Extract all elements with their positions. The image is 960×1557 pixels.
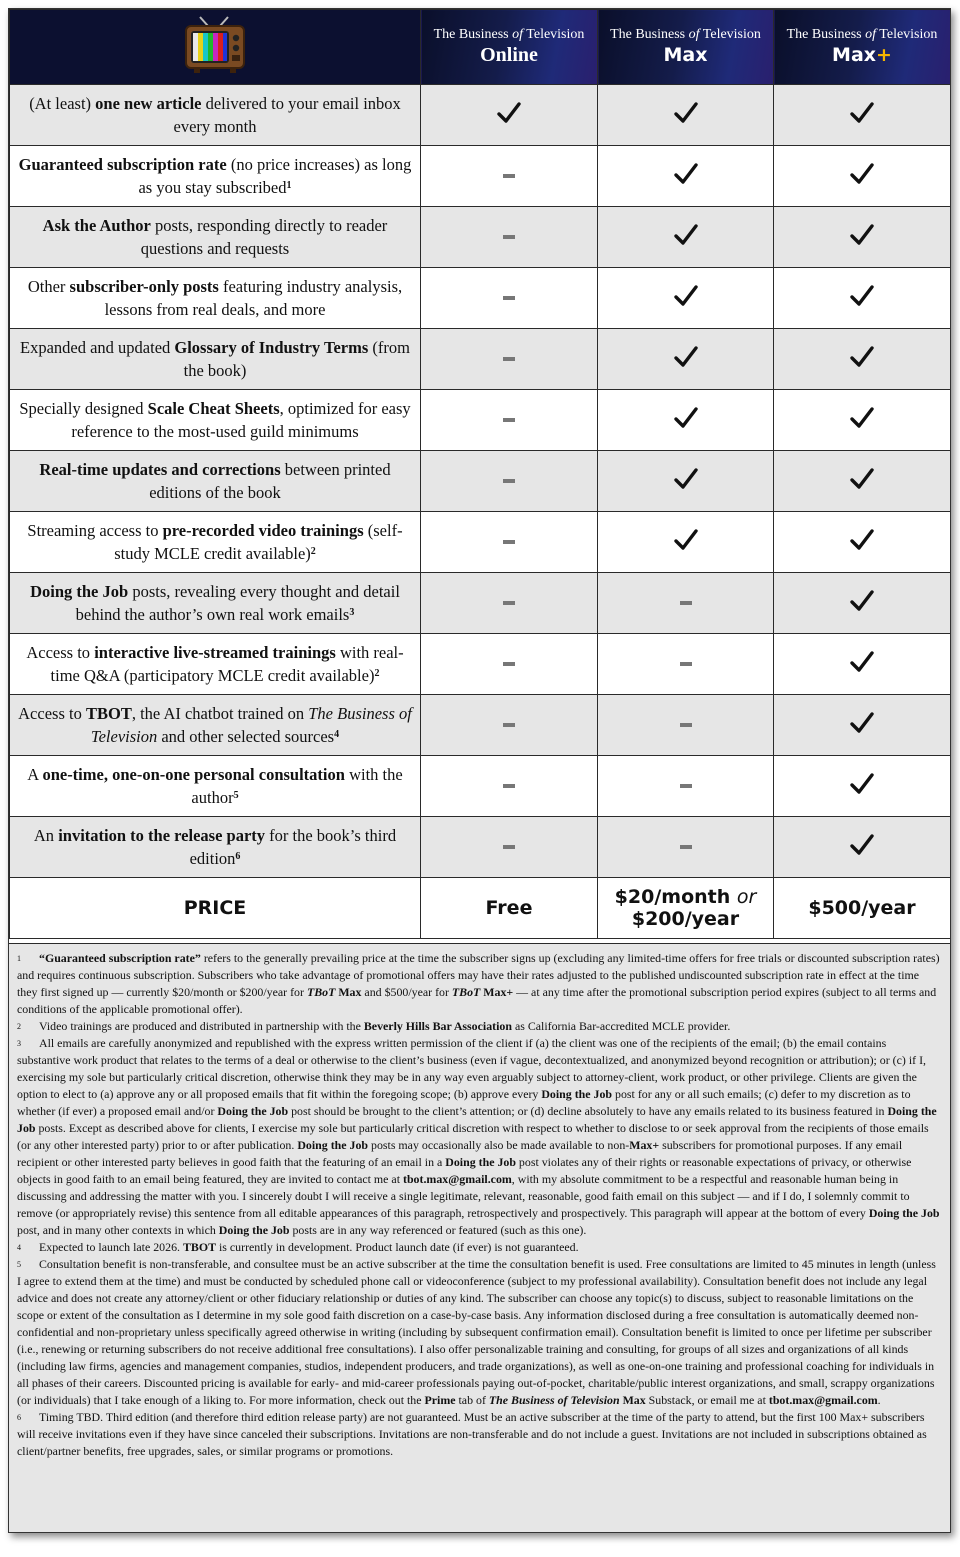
feature-description: [10, 756, 421, 817]
footnote-text: Expected to launch late 2026.: [39, 1240, 183, 1254]
feature-highlight: one-time, one-on-one personal consultation: [42, 765, 345, 784]
footnote-bold: Doing the Job: [218, 1223, 290, 1237]
footnote-bold: Doing the Job: [541, 1087, 613, 1101]
feature-row: [10, 146, 951, 207]
footnote-ref: 6: [235, 851, 241, 862]
max-cell: [598, 207, 774, 268]
footnote-number: 1: [17, 954, 21, 963]
max-cell: [598, 817, 774, 878]
checkmark-icon: [849, 235, 875, 252]
footnote-ref: 1: [286, 180, 292, 191]
dash-icon: [503, 662, 515, 666]
footnote-5: [17, 1256, 942, 1409]
dash-icon: [503, 235, 515, 239]
footnote-text: post violates any of their rights or reasonable expectations of privacy, or otherwise objects in good faith to an email being featured, they are invited to contact me at: [17, 1155, 912, 1186]
online-cell: [421, 695, 598, 756]
plan-prefix-of: of: [688, 27, 700, 42]
maxplus-cell: [774, 451, 951, 512]
feature-text: and other selected sources: [157, 727, 335, 746]
footnote-text: post for any or all such emails; (c) defer to my discretion as to whether (if ever) a proposed email and/or: [17, 1087, 911, 1118]
footnote-text: All emails are carefully anonymized and republished with the express written permission of the client if (a) the client was one of the recipients of the email; (b) the email contains substantive work product that relates to the terms of a deal or otherwise to the client’s business (even if vague, decontextualized, and anonymized beyond recognition or attribution); or (c) if I, exercising my sole but particularly critical discretion, otherwise think they may be in any way even arguably subject to attorney-client, work product, or other privilege. Clients are given the option to elect to (a) approve any or all proposed emails that fit within the foregoing scope; (b) approve every: [17, 1036, 927, 1101]
footnote-ref: 2: [310, 546, 316, 557]
footnote-bold: Max+: [629, 1138, 660, 1152]
feature-description: [10, 817, 421, 878]
footnote-text: Video trainings are produced and distributed in partnership with the: [39, 1019, 364, 1033]
feature-description: [10, 146, 421, 207]
checkmark-icon: [673, 357, 699, 374]
feature-highlight: one new article: [95, 94, 202, 113]
feature-text: Specially designed: [19, 399, 148, 418]
feature-row: [10, 634, 951, 695]
maxplus-cell: [774, 573, 951, 634]
plan-prefix-of: of: [865, 27, 877, 42]
footnote-text: , with my absolute commitment to be a respectful and reasonable human being in discussing and addressing the matter with you. I sincerely doubt I will receive a single legitimate, relevant, reasonable, good faith email on this subject — and if I do, I solemnly commit to remove (or appropriately revise) this sentence from all editable appearances of this paragraph, retrospectively and prospectively. This paragraph will appear at the bottom of every: [17, 1172, 910, 1220]
max-cell: [598, 695, 774, 756]
footnote-bold: Max: [335, 985, 362, 999]
contact-email: tbot.max@gmail.com: [402, 1172, 512, 1186]
feature-text: between printed editions of the book: [149, 460, 391, 502]
footnote-text: is currently in development. Product launch date (if ever) is not guaranteed.: [216, 1240, 579, 1254]
feature-description: [10, 268, 421, 329]
online-cell: [421, 329, 598, 390]
plan-name-max: Max: [663, 44, 708, 66]
dash-icon: [503, 174, 515, 178]
feature-highlight: subscriber-only posts: [69, 277, 219, 296]
feature-highlight: Real-time updates and corrections: [39, 460, 281, 479]
online-cell: [421, 634, 598, 695]
comparison-card: [8, 8, 951, 1533]
maxplus-cell: [774, 634, 951, 695]
footnote-text: post should be brought to the client’s attention; or (d) decline absolutely to have any emails related to its business featured in: [288, 1104, 888, 1118]
feature-text: , the AI chatbot trained on: [131, 704, 309, 723]
online-cell: [421, 146, 598, 207]
feature-text: for the book’s third edition: [189, 826, 397, 868]
plan-prefix: The Business: [786, 27, 866, 42]
logo-cell: [10, 10, 421, 85]
footnote-bold: Max+: [480, 985, 514, 999]
footnote-bold: The Business of Television: [488, 1393, 620, 1407]
feature-text: posts, revealing every thought and detail behind the author’s own real work emails: [75, 582, 400, 624]
dash-icon: [503, 784, 515, 788]
plan-header-online: [421, 10, 598, 85]
footnote-text: as California Bar-accredited MCLE provider.: [511, 1019, 731, 1033]
contact-email: tbot.max@gmail.com: [768, 1393, 878, 1407]
plan-prefix-end: Television: [876, 27, 938, 42]
footnote-bold: TBoT: [306, 985, 336, 999]
feature-highlight: Scale Cheat Sheets: [147, 399, 280, 418]
dash-icon: [503, 357, 515, 361]
feature-text: (At least): [29, 94, 96, 113]
checkmark-icon: [849, 479, 875, 496]
checkmark-icon: [673, 296, 699, 313]
plan-prefix-of: of: [512, 27, 524, 42]
footnote-text: tab of: [455, 1393, 489, 1407]
checkmark-icon: [673, 479, 699, 496]
online-cell: [421, 268, 598, 329]
feature-text: posts, responding directly to reader questions and requests: [140, 216, 388, 258]
footnote-ref: 4: [334, 729, 340, 740]
plan-prefix-end: Television: [699, 27, 761, 42]
price-or: or: [736, 886, 757, 908]
plan-name-online: Online: [480, 44, 538, 66]
online-cell: [421, 85, 598, 146]
max-cell: [598, 634, 774, 695]
footnote-number: 2: [17, 1022, 21, 1031]
footnote-number: 6: [17, 1413, 21, 1422]
plan-header-maxplus: [774, 10, 951, 85]
feature-text: with real-time Q&A (participatory MCLE credit available): [50, 643, 404, 685]
max-cell: [598, 85, 774, 146]
feature-description: [10, 85, 421, 146]
checkmark-icon: [673, 418, 699, 435]
feature-highlight: invitation to the release party: [58, 826, 266, 845]
footnote-text: Timing TBD. Third edition (and therefore third edition release party) are not guaranteed. Must be an active subscriber at the time of the party to attend, but the first 100 Max+ subscribers will receive invitations even if they have since canceled their subscriptions. Invitations are non-transferable and do not include a guest. Invitations are not included in subscriptions obtained as client/partner benefits, free upgrades, sales, or similar programs or promotions.: [17, 1410, 927, 1458]
footnote-text: — at any time after the promotional subscription period expires (subject to all terms and conditions of the applicable promotional offer).: [17, 985, 937, 1016]
header-row: [10, 10, 951, 85]
feature-row: [10, 573, 951, 634]
feature-highlight: Glossary of Industry Terms: [174, 338, 369, 357]
max-cell: [598, 390, 774, 451]
checkmark-icon: [849, 357, 875, 374]
feature-text: Streaming access to: [27, 521, 163, 540]
feature-description: [10, 451, 421, 512]
dash-icon: [680, 723, 692, 727]
dash-icon: [503, 723, 515, 727]
max-cell: [598, 451, 774, 512]
online-cell: [421, 390, 598, 451]
checkmark-icon: [673, 235, 699, 252]
dash-icon: [680, 662, 692, 666]
checkmark-icon: [849, 784, 875, 801]
footnote-text: posts. Except as described above for clients, I exercise my sole but particularly critical discretion with respect to whether to disclose to or seek approval from the recipients of those emails (or any other interested party) prior to or after publication.: [17, 1121, 929, 1152]
dash-icon: [503, 540, 515, 544]
plan-comparison-table: [9, 9, 951, 939]
footnote-number: 4: [17, 1243, 21, 1252]
feature-text: Access to: [18, 704, 86, 723]
online-cell: [421, 207, 598, 268]
feature-row: [10, 817, 951, 878]
feature-row: [10, 329, 951, 390]
maxplus-cell: [774, 207, 951, 268]
footnote-text: Substack, or email me at: [645, 1393, 769, 1407]
checkmark-icon: [849, 601, 875, 618]
price-yearly: $200/year: [631, 908, 740, 930]
feature-text: (self-study MCLE credit available): [114, 521, 403, 563]
footnote-bold: TBoT: [451, 985, 481, 999]
footnote-bold: TBOT: [182, 1240, 217, 1254]
feature-row: [10, 85, 951, 146]
footnote-bold: Max: [619, 1393, 646, 1407]
footnote-text: posts are in any way referenced or featured (such as this one).: [289, 1223, 587, 1237]
footnote-ref: 5: [233, 790, 239, 801]
feature-description: [10, 390, 421, 451]
online-cell: [421, 512, 598, 573]
feature-text: (no price increases) as long as you stay subscribed: [138, 155, 412, 197]
checkmark-icon: [673, 113, 699, 130]
feature-text: An: [33, 826, 59, 845]
price-online: Free: [421, 878, 598, 939]
checkmark-icon: [849, 662, 875, 679]
checkmark-icon: [849, 845, 875, 862]
footnote-text: .: [877, 1393, 881, 1407]
price-maxplus: $500/year: [774, 878, 951, 939]
feature-text: (from the book): [183, 338, 410, 380]
footnote-text: refers to the generally prevailing price at the time the subscriber signs up (excluding any limited-time offers for free trials or discounted subscription rates) and requires continuous subscription. Subscribers who take advantage of promotional offers may have their rates adjusted to the published undiscounted subscription rate in effect at the time they first signed up — currently $20/month or $200/year for: [17, 951, 940, 999]
max-cell: [598, 146, 774, 207]
maxplus-cell: [774, 268, 951, 329]
dash-icon: [503, 845, 515, 849]
feature-highlight: Doing the Job: [30, 582, 129, 601]
feature-text: featuring industry analysis, lessons from real deals, and more: [104, 277, 403, 319]
footnote-bold: Doing the Job: [17, 1104, 937, 1135]
footnote-bold: Doing the Job: [217, 1104, 289, 1118]
feature-row: [10, 756, 951, 817]
plan-prefix: The Business: [433, 27, 513, 42]
plan-name-maxplus-text: Max: [832, 44, 877, 66]
plan-name-maxplus: [774, 43, 950, 67]
maxplus-cell: [774, 329, 951, 390]
online-cell: [421, 451, 598, 512]
dash-icon: [503, 479, 515, 483]
plan-prefix: The Business: [610, 27, 689, 42]
checkmark-icon: [849, 174, 875, 191]
maxplus-cell: [774, 512, 951, 573]
footnote-4: [17, 1239, 942, 1256]
feature-row: [10, 695, 951, 756]
footnote-bold: “Guaranteed subscription rate”: [39, 951, 201, 965]
maxplus-cell: [774, 146, 951, 207]
checkmark-icon: [849, 113, 875, 130]
maxplus-cell: [774, 390, 951, 451]
footnote-text: post, and in many other contexts in which: [17, 1223, 219, 1237]
retro-tv-icon: [184, 16, 246, 74]
maxplus-cell: [774, 756, 951, 817]
checkmark-icon: [849, 540, 875, 557]
footnote-bold: Beverly Hills Bar Association: [363, 1019, 512, 1033]
book-title: The Business of Television: [90, 704, 412, 746]
feature-description: [10, 695, 421, 756]
maxplus-cell: [774, 85, 951, 146]
max-cell: [598, 756, 774, 817]
max-cell: [598, 268, 774, 329]
dash-icon: [503, 296, 515, 300]
footnote-text: Consultation benefit is non-transferable, and consultee must be an active subscriber at the time the consultation benefit is used. Free consultations are limited to 45 minutes in length (unless I agree to extend them at the time) and must be conducted by scheduled phone call or videoconference (subject to my professional availability). Consultation benefit does not include any legal advice and does not create any attorney/client or other fiduciary relationship or duties of any kind. The subscriber can choose any topic(s) to discuss, subject to reasonable limitations on the scope or extent of the consultation as I determine in my sole good faith discretion on a case-by-case basis. Any information disclosed during a free consultation is automatically deemed non-confidential and non-proprietary unless specifically agreed otherwise in writing (including by subsequent confirmation email). Consultation benefit is limited to once per lifetime per subscriber (i.e., renewing or returning subscribers do not receive additional free consultations). I also offer personalizable training and consulting, for groups of all sizes and organizations of all kinds (including law firms, agencies and management companies, studios, independent producers, and trade organizations), as well as one-on-one training and professional coaching for individuals in all phases of their careers. Discounted pricing is available for early- and mid-career professionals paying out-of-pocket, charitable/public interest organizations, and small, scrappy organizations (or individuals) that I take enough of a liking to. For more information, check out the: [17, 1257, 936, 1407]
footnote-number: 3: [17, 1039, 21, 1048]
dash-icon: [503, 601, 515, 605]
plus-sign: +: [876, 44, 892, 66]
feature-row: [10, 268, 951, 329]
footnote-bold: Doing the Job: [868, 1206, 940, 1220]
footnote-3: [17, 1035, 942, 1239]
footnote-bold: Doing the Job: [445, 1155, 516, 1169]
feature-text: A: [27, 765, 43, 784]
feature-text: , optimized for easy reference to the most-used guild minimums: [71, 399, 411, 441]
dash-icon: [680, 784, 692, 788]
feature-row: [10, 207, 951, 268]
price-monthly: $20/month: [614, 886, 731, 908]
feature-highlight: Ask the Author: [42, 216, 151, 235]
feature-row: [10, 512, 951, 573]
feature-description: [10, 329, 421, 390]
max-cell: [598, 573, 774, 634]
online-cell: [421, 817, 598, 878]
footnote-6: [17, 1409, 942, 1460]
footnote-bold: Prime: [424, 1393, 456, 1407]
checkmark-icon: [673, 540, 699, 557]
maxplus-cell: [774, 695, 951, 756]
footnote-number: 5: [17, 1260, 21, 1269]
feature-highlight: interactive live-streamed trainings: [94, 643, 336, 662]
feature-text: Access to: [26, 643, 95, 662]
footnote-1: [17, 950, 942, 1018]
feature-text: Other: [27, 277, 70, 296]
footnote-text: and $500/year for: [361, 985, 452, 999]
dash-icon: [680, 601, 692, 605]
feature-description: [10, 573, 421, 634]
footnote-ref: 2: [374, 668, 380, 679]
price-row: [10, 878, 951, 939]
feature-highlight: TBOT: [85, 704, 132, 723]
feature-row: [10, 390, 951, 451]
footnote-text: subscribers for promotional purposes. If any email recipient or other interested party believes in good faith that the featuring of an email in a: [17, 1138, 903, 1169]
dash-icon: [680, 845, 692, 849]
feature-text: with the author: [191, 765, 403, 807]
feature-highlight: pre-recorded video trainings: [162, 521, 364, 540]
footnote-ref: 3: [349, 607, 355, 618]
checkmark-icon: [849, 723, 875, 740]
footnote-2: [17, 1018, 942, 1035]
feature-description: [10, 512, 421, 573]
price-max: [598, 878, 774, 939]
feature-highlight: Guaranteed subscription rate: [18, 155, 227, 174]
checkmark-icon: [849, 418, 875, 435]
dash-icon: [503, 418, 515, 422]
feature-row: [10, 451, 951, 512]
plan-prefix-end: Television: [523, 27, 585, 42]
feature-text: delivered to your email inbox every month: [173, 94, 401, 136]
max-cell: [598, 329, 774, 390]
max-cell: [598, 512, 774, 573]
online-cell: [421, 573, 598, 634]
footnote-text: posts may occasionally also be made available to non-: [368, 1138, 630, 1152]
feature-description: [10, 634, 421, 695]
online-cell: [421, 756, 598, 817]
price-label: PRICE: [10, 878, 421, 939]
feature-description: [10, 207, 421, 268]
footnotes: [9, 943, 950, 1532]
footnote-bold: Doing the Job: [297, 1138, 369, 1152]
plan-header-max: [598, 10, 774, 85]
feature-text: Expanded and updated: [19, 338, 175, 357]
checkmark-icon: [673, 174, 699, 191]
checkmark-icon: [496, 113, 522, 130]
checkmark-icon: [849, 296, 875, 313]
maxplus-cell: [774, 817, 951, 878]
